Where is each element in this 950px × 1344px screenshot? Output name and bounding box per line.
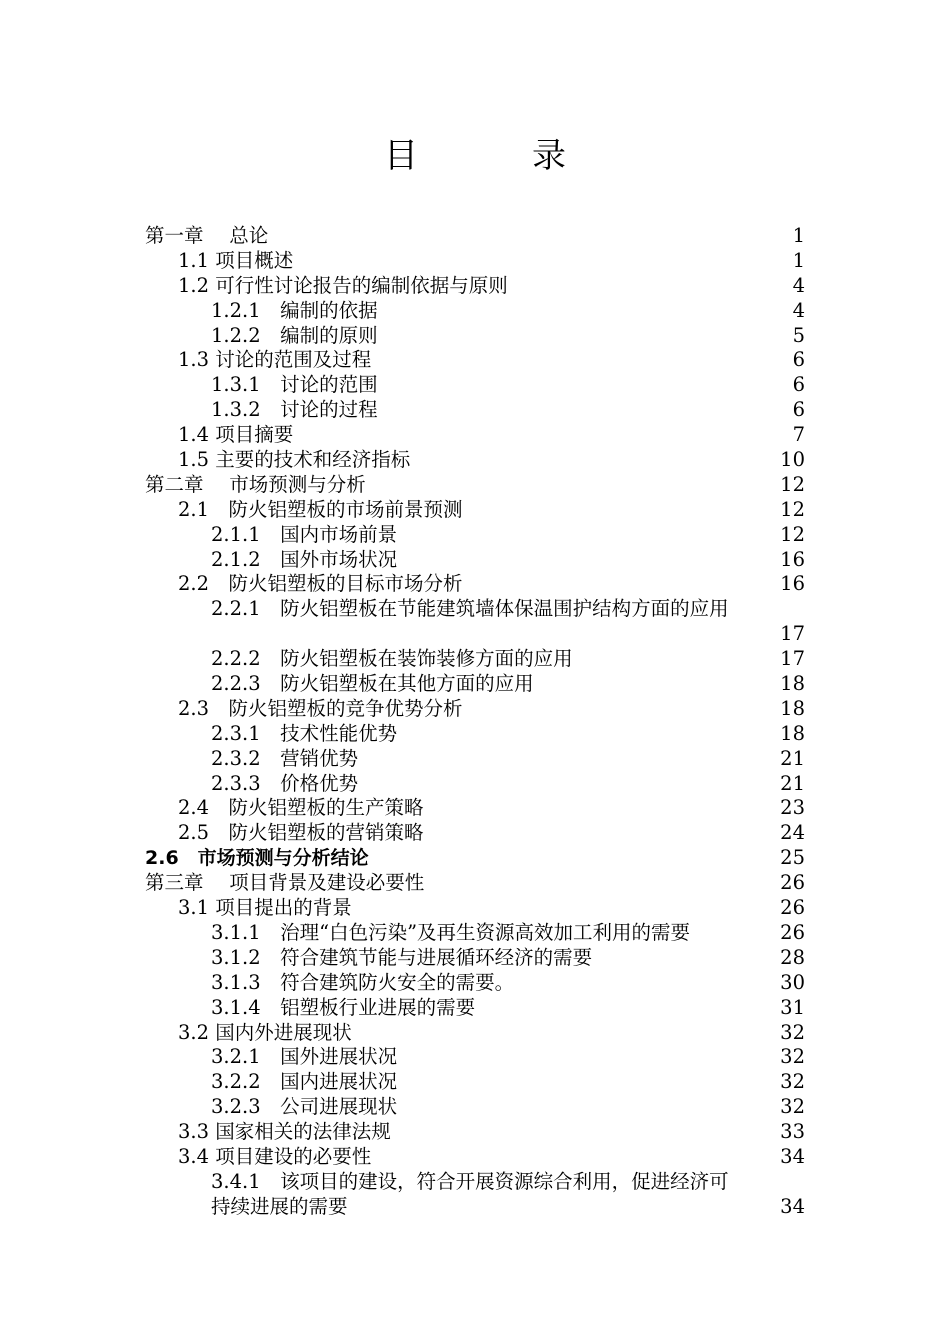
toc-entry-title: 1.2.1 编制的依据 bbox=[211, 298, 378, 322]
toc-entry-page: 34 bbox=[780, 1144, 805, 1168]
toc-entry-page: 12 bbox=[780, 497, 805, 521]
toc-entry-title: 2.1.2 国外市场状况 bbox=[211, 547, 398, 571]
toc-entry-title: 2.4 防火铝塑板的生产策略 bbox=[178, 796, 424, 820]
toc-entry-title: 1.2.2 编制的原则 bbox=[211, 323, 378, 347]
toc-entry-page: 6 bbox=[792, 373, 805, 397]
toc-entry-page: 24 bbox=[780, 821, 805, 845]
toc-entry[interactable] bbox=[0, 572, 950, 597]
toc-entry-title: 1.4 项目摘要 bbox=[178, 423, 294, 447]
toc-entry-title: 3.4.1 该项目的建设，符合开展资源综合利用，促进经济可 bbox=[211, 1169, 729, 1193]
toc-entry-page: 5 bbox=[792, 323, 805, 347]
toc-entry[interactable] bbox=[0, 373, 950, 398]
toc-entry-title: 3.1.4 铝塑板行业进展的需要 bbox=[211, 995, 476, 1019]
toc-entry[interactable] bbox=[0, 722, 950, 747]
toc-entry[interactable] bbox=[0, 1170, 950, 1195]
toc-entry[interactable] bbox=[0, 921, 950, 946]
toc-entry-page: 23 bbox=[780, 796, 805, 820]
toc-entry[interactable] bbox=[0, 846, 950, 871]
toc-entry-title: 2.3.1 技术性能优势 bbox=[211, 721, 398, 745]
toc-entry-title: 第三章 项目背景及建设必要性 bbox=[145, 871, 425, 895]
toc-entry[interactable] bbox=[0, 473, 950, 498]
toc-entry[interactable] bbox=[0, 1070, 950, 1095]
toc-entry-title: 3.3 国家相关的法律法规 bbox=[178, 1120, 391, 1144]
toc-entry-page: 1 bbox=[792, 248, 805, 272]
toc-entry[interactable] bbox=[0, 1195, 950, 1220]
toc-entry[interactable] bbox=[0, 324, 950, 349]
toc-entry-title: 3.2.3 公司进展现状 bbox=[211, 1095, 398, 1119]
toc-entry-title: 1.3.1 讨论的范围 bbox=[211, 373, 378, 397]
toc-entry[interactable] bbox=[0, 821, 950, 846]
toc-entry-title: 2.1 防火铝塑板的市场前景预测 bbox=[178, 497, 463, 521]
toc-entry-page: 7 bbox=[792, 423, 805, 447]
toc-entry-title: 第一章 总论 bbox=[145, 224, 269, 247]
toc-entry[interactable] bbox=[0, 249, 950, 274]
toc-entry[interactable] bbox=[0, 597, 950, 622]
toc-entry[interactable] bbox=[0, 896, 950, 921]
table-of-contents bbox=[0, 224, 950, 1220]
toc-entry-title: 1.2 可行性讨论报告的编制依据与原则 bbox=[178, 273, 508, 297]
toc-entry-page: 17 bbox=[780, 647, 805, 671]
toc-entry-page: 6 bbox=[792, 398, 805, 422]
toc-entry-page: 32 bbox=[780, 1095, 805, 1119]
toc-entry-title: 2.1.1 国内市场前景 bbox=[211, 522, 398, 546]
toc-entry-page: 18 bbox=[780, 721, 805, 745]
toc-entry[interactable] bbox=[0, 1145, 950, 1170]
toc-entry-page: 12 bbox=[780, 472, 805, 496]
toc-entry-page: 12 bbox=[780, 522, 805, 546]
toc-entry-page: 21 bbox=[780, 771, 805, 795]
toc-entry-page: 6 bbox=[792, 348, 805, 372]
toc-entry-title: 3.1.1 治理“白色污染”及再生资源高效加工利用的需要 bbox=[211, 920, 691, 944]
toc-entry-title: 1.3 讨论的范围及过程 bbox=[178, 348, 372, 372]
toc-entry-page: 17 bbox=[780, 622, 805, 646]
toc-entry-title: 3.2.2 国内进展状况 bbox=[211, 1070, 398, 1094]
toc-entry-page: 30 bbox=[780, 970, 805, 994]
toc-entry[interactable] bbox=[0, 299, 950, 324]
toc-entry-page: 26 bbox=[780, 896, 805, 920]
toc-entry-page: 18 bbox=[780, 672, 805, 696]
toc-entry-page: 26 bbox=[780, 920, 805, 944]
toc-entry-title: 3.1.3 符合建筑防火安全的需要。 bbox=[211, 970, 515, 994]
toc-entry-page: 33 bbox=[780, 1120, 805, 1144]
toc-entry-page: 32 bbox=[780, 1045, 805, 1069]
toc-entry-title: 2.3.3 价格优势 bbox=[211, 771, 359, 795]
toc-entry-title: 1.5 主要的技术和经济指标 bbox=[178, 448, 411, 472]
toc-entry[interactable] bbox=[0, 423, 950, 448]
toc-entry-title: 2.5 防火铝塑板的营销策略 bbox=[178, 821, 424, 845]
toc-entry-page: 16 bbox=[780, 572, 805, 596]
toc-entry-title: 2.2 防火铝塑板的目标市场分析 bbox=[178, 572, 463, 596]
toc-entry[interactable] bbox=[0, 996, 950, 1021]
toc-entry-title: 持续进展的需要 bbox=[211, 1194, 348, 1218]
toc-entry[interactable] bbox=[0, 697, 950, 722]
toc-entry[interactable] bbox=[0, 1120, 950, 1145]
toc-entry-title: 第二章 市场预测与分析 bbox=[145, 472, 366, 496]
toc-entry-page: 4 bbox=[792, 273, 805, 297]
toc-entry[interactable] bbox=[0, 274, 950, 299]
toc-entry[interactable] bbox=[0, 1021, 950, 1046]
toc-entry[interactable] bbox=[0, 796, 950, 821]
toc-entry-page: 26 bbox=[780, 871, 805, 895]
toc-entry-page: 28 bbox=[780, 945, 805, 969]
toc-entry[interactable] bbox=[0, 971, 950, 996]
toc-entry[interactable] bbox=[0, 946, 950, 971]
toc-entry-page: 4 bbox=[792, 298, 805, 322]
toc-entry[interactable] bbox=[0, 548, 950, 573]
toc-entry-title: 2.3 防火铝塑板的竞争优势分析 bbox=[178, 696, 463, 720]
toc-entry[interactable] bbox=[0, 747, 950, 772]
toc-entry[interactable] bbox=[0, 448, 950, 473]
toc-entry-title: 1.3.2 讨论的过程 bbox=[211, 398, 378, 422]
toc-entry-page: 25 bbox=[780, 846, 805, 870]
toc-entry[interactable] bbox=[0, 398, 950, 423]
toc-entry[interactable] bbox=[0, 224, 950, 249]
toc-entry[interactable] bbox=[0, 498, 950, 523]
toc-entry-page: 34 bbox=[780, 1194, 805, 1218]
toc-entry-page: 18 bbox=[780, 696, 805, 720]
toc-entry-page: 32 bbox=[780, 1070, 805, 1094]
toc-entry-title: 2.6 市场预测与分析结论 bbox=[145, 847, 369, 870]
toc-entry[interactable] bbox=[0, 672, 950, 697]
toc-entry-title: 3.4 项目建设的必要性 bbox=[178, 1144, 372, 1168]
toc-entry-title: 1.1 项目概述 bbox=[178, 248, 294, 272]
toc-entry-title: 2.2.1 防火铝塑板在节能建筑墙体保温围护结构方面的应用 bbox=[211, 597, 729, 621]
toc-entry-page: 31 bbox=[780, 995, 805, 1019]
toc-entry-title: 2.2.3 防火铝塑板在其他方面的应用 bbox=[211, 672, 534, 696]
toc-entry[interactable] bbox=[0, 523, 950, 548]
toc-entry-page: 10 bbox=[780, 448, 805, 472]
toc-entry-title: 3.2 国内外进展现状 bbox=[178, 1020, 352, 1044]
toc-entry-title: 2.2.2 防火铝塑板在装饰装修方面的应用 bbox=[211, 647, 573, 671]
page-title: 目 录 bbox=[384, 136, 606, 176]
toc-entry[interactable] bbox=[0, 622, 950, 647]
toc-entry[interactable] bbox=[0, 1045, 950, 1070]
toc-entry-page: 32 bbox=[780, 1020, 805, 1044]
toc-entry[interactable] bbox=[0, 871, 950, 896]
toc-entry-page: 1 bbox=[792, 224, 805, 247]
toc-entry[interactable] bbox=[0, 647, 950, 672]
toc-entry-title: 3.1 项目提出的背景 bbox=[178, 896, 352, 920]
toc-entry-title: 3.2.1 国外进展状况 bbox=[211, 1045, 398, 1069]
toc-entry-page: 16 bbox=[780, 547, 805, 571]
toc-entry[interactable] bbox=[0, 348, 950, 373]
toc-entry-page: 21 bbox=[780, 746, 805, 770]
toc-entry-title: 3.1.2 符合建筑节能与进展循环经济的需要 bbox=[211, 945, 593, 969]
toc-entry[interactable] bbox=[0, 1095, 950, 1120]
toc-entry[interactable] bbox=[0, 772, 950, 797]
toc-entry-title: 2.3.2 营销优势 bbox=[211, 746, 359, 770]
